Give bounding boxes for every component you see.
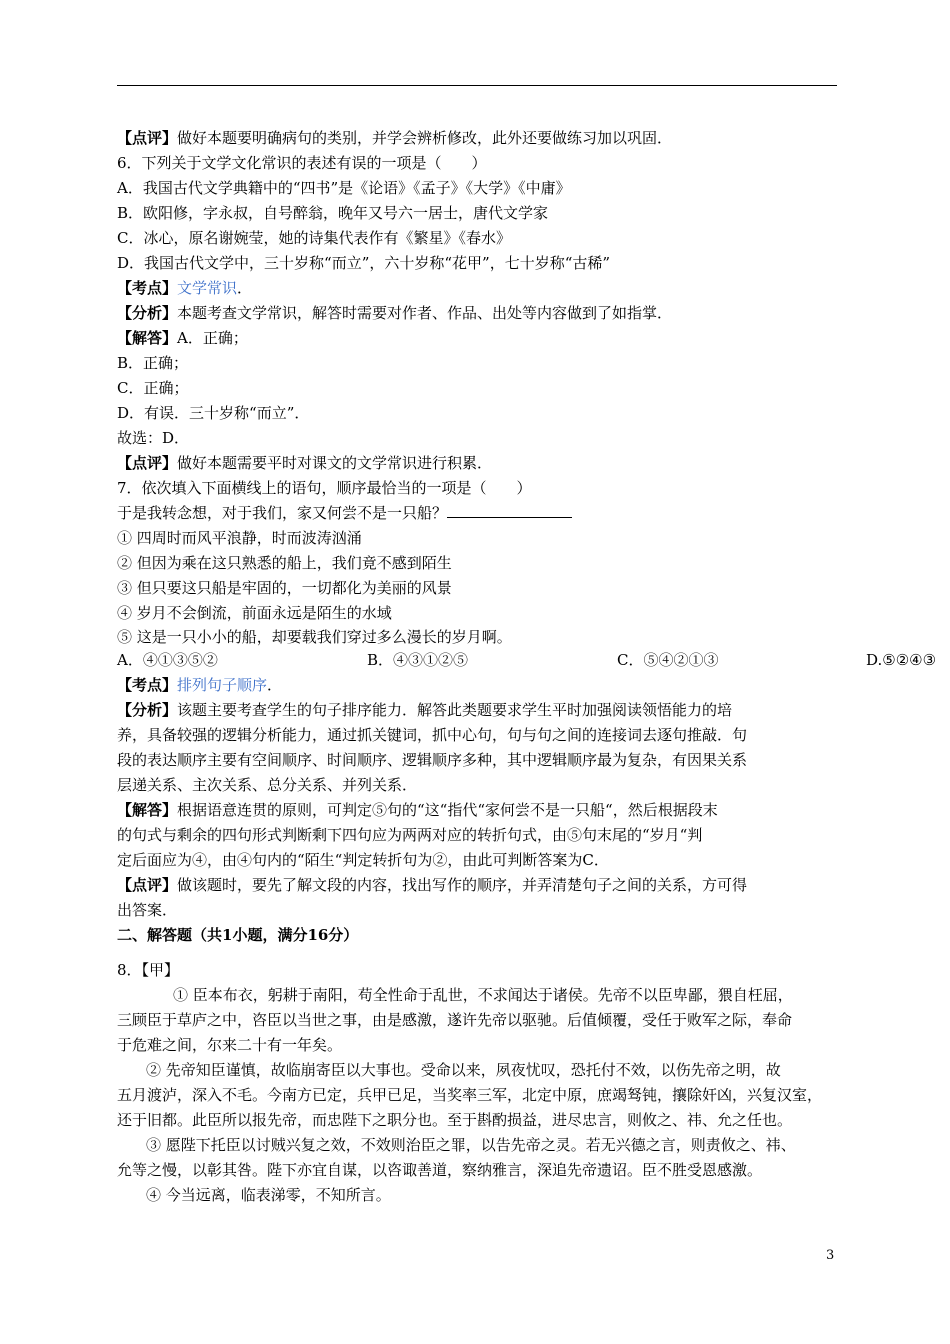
q6-dianping: [117, 453, 492, 473]
q7-stem: 7．依次填入下面横线上的语句，顺序最恰当的一项是（ ）: [117, 479, 532, 497]
q6-answer-line: D．有误．三十岁称“而立”．: [117, 404, 310, 422]
kaodian-link[interactable]: 文学常识: [177, 279, 238, 297]
q6-option-c: C．冰心，原名谢婉莹，她的诗集代表作有《繁星》《春水》: [117, 229, 511, 247]
q8-para-line: ① 臣本布衣，躬耕于南阳，苟全性命于乱世，不求闻达于诸侯。先帝不以臣卑鄙，猥自枉屈，: [173, 986, 793, 1004]
q8-para-line: 五月渡泸，深入不毛。今南方已定，兵甲已足，当奖率三军，北定中原，庶竭驽钝，攘除奸凶，兴复汉室，: [117, 1086, 823, 1104]
dianping-label: 【点评】: [117, 876, 178, 894]
q8-label: 8．【甲】: [117, 961, 180, 979]
dianping-text: 做好本题需要平时对课文的文学常识进行积累．: [177, 454, 493, 472]
q7-jieda-line: 的句式与剩余的四句形式判断剩下四句应为两两对应的转折句式，由⑤句末尾的“岁月“判: [117, 826, 703, 844]
q7-option-a: A．④①③⑤②: [117, 651, 218, 669]
jieda-text: A．正确；: [177, 329, 248, 347]
q6-answer-line: B．正确；: [117, 354, 189, 372]
q7-option-d: D.⑤②④③: [866, 651, 937, 669]
q6-jieda: [117, 328, 248, 348]
blank-line: [447, 504, 572, 518]
q7-jieda: [117, 800, 718, 820]
q6-option-d: D．我国古代文学中，三十岁称“而立”，六十岁称“花甲”，七十岁称“古稀”: [117, 254, 611, 272]
q7-fenxi-line: 段的表达顺序主要有空间顺序、时间顺序、逻辑顺序多种，其中逻辑顺序最为复杂，有因果关系: [117, 751, 748, 769]
dianping-label: 【点评】: [117, 129, 178, 147]
kaodian-tail: ．: [267, 676, 283, 694]
q7-dianping: [117, 875, 747, 895]
q6-answer-line: C．正确；: [117, 379, 189, 397]
dianping-text: 做好本题要明确病句的类别，并学会辨析修改，此外还要做练习加以巩固．: [177, 129, 673, 147]
q7-dianping-line: 出答案．: [117, 901, 178, 919]
jieda-text: 根据语意连贯的原则，可判定⑤句的“这“指代“家何尝不是一只船“，然后根据段末: [177, 801, 718, 819]
q7-sentence: ② 但因为乘在这只熟悉的船上，我们竟不感到陌生: [117, 554, 452, 572]
fenxi-label: 【分析】: [117, 701, 178, 719]
q7-fenxi-line: 养，具备较强的逻辑分析能力，通过抓关键词，抓中心句，句与句之间的连接词去逐句推敲．句: [117, 726, 748, 744]
kaodian-tail: ．: [237, 279, 253, 297]
q7-option-b: B．④③①②⑤: [367, 651, 469, 669]
fenxi-label: 【分析】: [117, 304, 178, 322]
dianping-text: 做该题时，要先了解文段的内容，找出写作的顺序，并弄清楚句子之间的关系，方可得: [177, 876, 748, 894]
fenxi-text: 该题主要考查学生的句子排序能力．解答此类题要求学生平时加强阅读领悟能力的培: [177, 701, 733, 719]
kaodian-label: 【考点】: [117, 676, 178, 694]
header-rule: [117, 85, 837, 86]
q8-para-line: 三顾臣于草庐之中，咨臣以当世之事，由是感激，遂许先帝以驱驰。后值倾覆，受任于败军之际，奉命: [117, 1011, 793, 1029]
q7-sentence: ④ 岁月不会倒流，前面永远是陌生的水域: [117, 604, 392, 622]
q8-para-line: ③ 愿陛下托臣以讨贼兴复之效，不效则治臣之罪，以告先帝之灵。若无兴德之言，则责攸之、祎、: [146, 1136, 796, 1154]
q6-fenxi: [117, 303, 672, 323]
kaodian-label: 【考点】: [117, 279, 178, 297]
q6-stem: 6．下列关于文学文化常识的表述有误的一项是（ ）: [117, 154, 487, 172]
kaodian-link[interactable]: 排列句子顺序: [177, 676, 268, 694]
section-heading: 二、解答题（共1小题，满分16分）: [117, 926, 359, 944]
q7-fenxi: [117, 700, 732, 720]
dianping-label: 【点评】: [117, 454, 178, 472]
page-number: 3: [826, 1248, 835, 1263]
q8-para-line: 还于旧都。此臣所以报先帝，而忠陛下之职分也。至于斟酌损益，进尽忠言，则攸之、祎、允之任也。: [117, 1111, 793, 1129]
q5-dianping: [117, 128, 672, 148]
q7-option-c: C．⑤④②①③: [617, 651, 719, 669]
q8-para-line: 允等之慢，以彰其咎。陛下亦宜自谋，以咨诹善道，察纳雅言，深追先帝遗诏。臣不胜受恩感激。: [117, 1161, 763, 1179]
q8-para-line: 于危难之间，尔来二十有一年矣。: [117, 1036, 343, 1054]
q6-option-b: B．欧阳修，字永叔，自号醉翁，晚年又号六一居士，唐代文学家: [117, 204, 549, 222]
q7-prompt: [117, 503, 572, 523]
q7-jieda-line: 定后面应为④，由④句内的“陌生“判定转折句为②，由此可判断答案为C．: [117, 851, 609, 869]
q7-kaodian: [117, 675, 282, 695]
q7-sentence: ① 四周时而风平浪静，时而波涛汹涌: [117, 529, 362, 547]
q6-option-a: A．我国古代文学典籍中的“四书”是《论语》《孟子》《大学》《中庸》: [117, 179, 571, 197]
q8-para-line: ④ 今当远离，临表涕零，不知所言。: [146, 1186, 391, 1204]
jieda-label: 【解答】: [117, 801, 178, 819]
q7-fenxi-line: 层递关系、主次关系、总分关系、并列关系．: [117, 776, 418, 794]
q7-sentence: ③ 但只要这只船是牢固的，一切都化为美丽的风景: [117, 579, 452, 597]
q7-prompt-text: 于是我转念想，对于我们，家又何尝不是一只船？: [117, 504, 448, 522]
q6-answer-line: 故选：D．: [117, 429, 190, 447]
q7-sentence: ⑤ 这是一只小小的船，却要载我们穿过多么漫长的岁月啊。: [117, 628, 512, 646]
fenxi-text: 本题考查文学常识，解答时需要对作者、作品、出处等内容做到了如指掌．: [177, 304, 673, 322]
q8-para-line: ② 先帝知臣谨慎，故临崩寄臣以大事也。受命以来，夙夜忧叹，恐托付不效，以伤先帝之明，故: [146, 1061, 781, 1079]
jieda-label: 【解答】: [117, 329, 178, 347]
q6-kaodian: [117, 278, 252, 298]
